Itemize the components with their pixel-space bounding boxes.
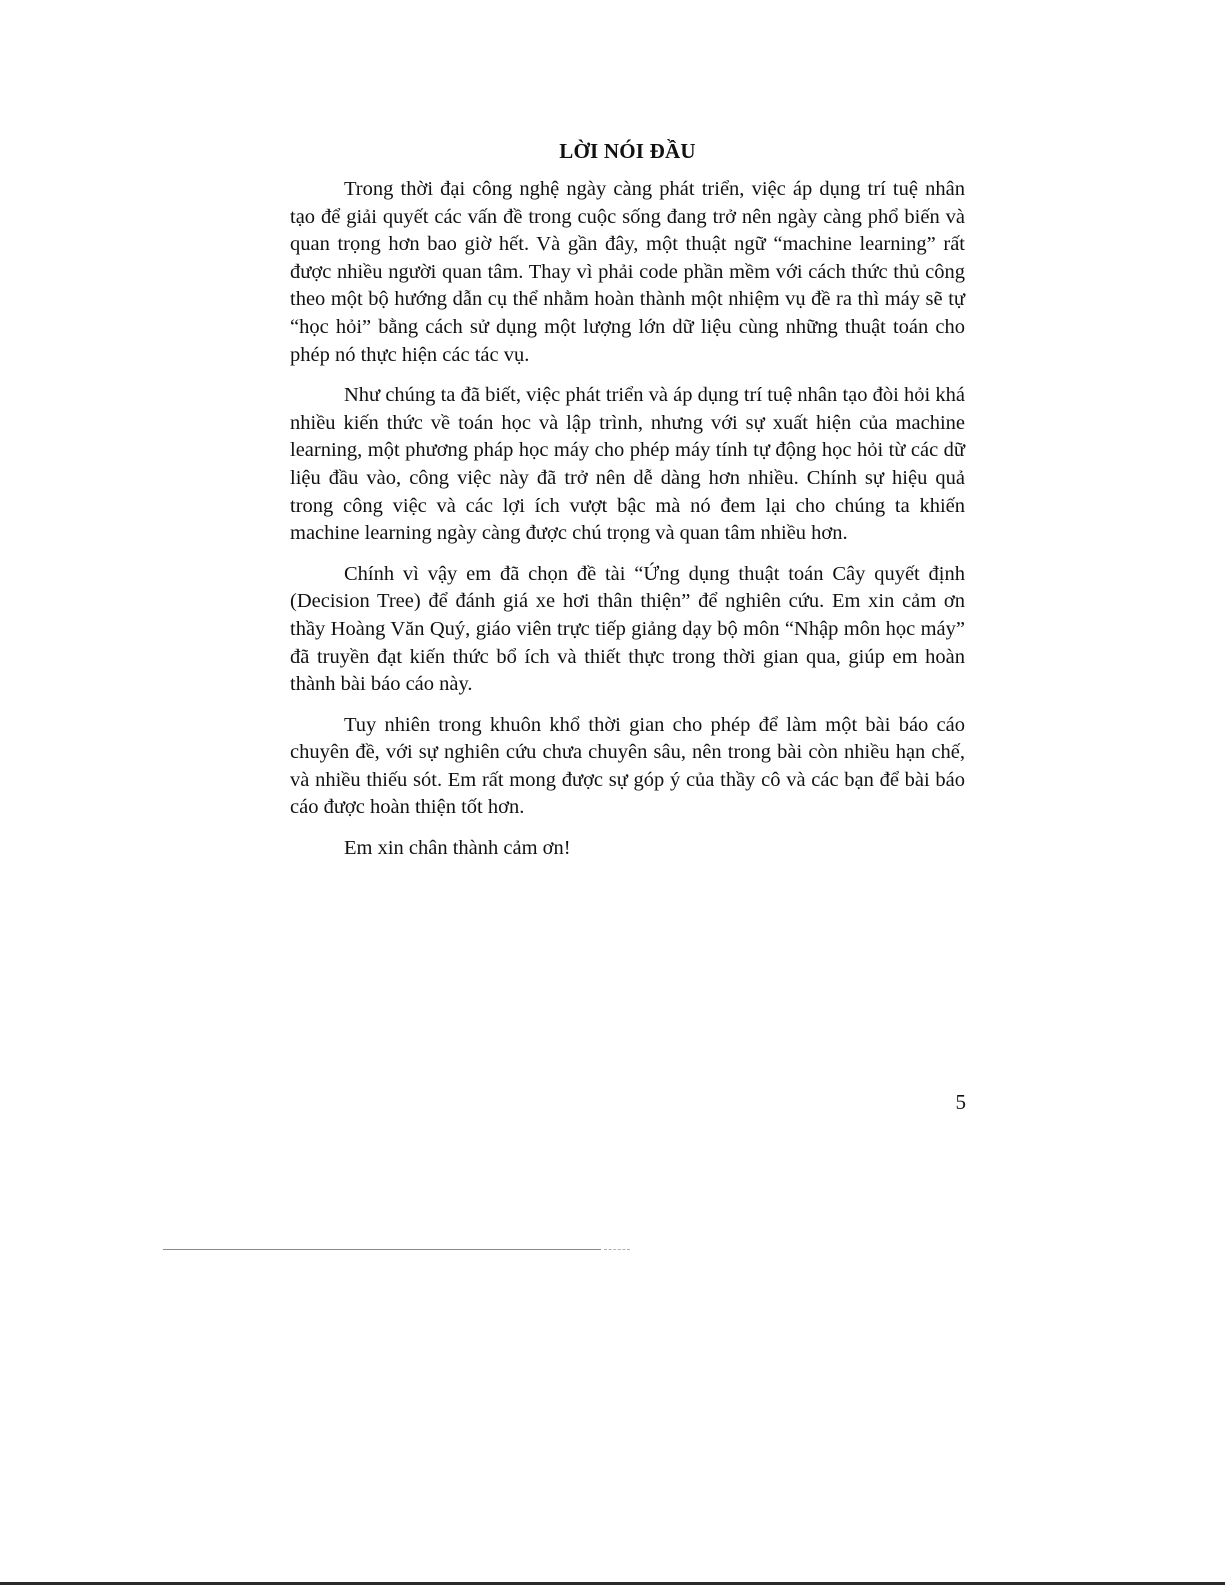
paragraph-3: Chính vì vậy em đã chọn đề tài “Ứng dụng thuật toán Cây quyết định (Decision Tree) để đánh giá xe hơi thân thiện” để nghiên cứu. Em xin cảm ơn thầy Hoàng Văn Quý, giáo viên trực tiếp giảng dạy bộ môn “Nhập môn học máy” đã truyền đạt kiến thức bổ ích và thiết thực trong thời gian qua, giúp em hoàn thành bài báo cáo này. <box>290 562 965 696</box>
paragraph-2: Như chúng ta đã biết, việc phát triển và áp dụng trí tuệ nhân tạo đòi hỏi khá nhiều kiến thức về toán học và lập trình, nhưng với sự xuất hiện của machine learning, một phương pháp học máy cho phép máy tính tự động học hỏi từ các dữ liệu đầu vào, công việc này đã trở nên dễ dàng hơn nhiều. Chính sự hiệu quả trong công việc và các lợi ích vượt bậc mà nó đem lại cho chúng ta khiến machine learning ngày càng được chú trọng và quan tâm nhiều hơn. <box>290 384 965 545</box>
preface-body <box>290 176 965 876</box>
footnote-separator <box>163 1249 601 1250</box>
page-title: LỜI NÓI ĐẦU <box>559 139 696 163</box>
paragraph-4: Tuy nhiên trong khuôn khổ thời gian cho phép để làm một bài báo cáo chuyên đề, với sự nghiên cứu chưa chuyên sâu, nên trong bài còn nhiều hạn chế, và nhiều thiếu sót. Em rất mong được sự góp ý của thầy cô và các bạn để bài báo cáo được hoàn thiện tốt hơn. <box>290 713 965 819</box>
closing-line: Em xin chân thành cảm ơn! <box>344 837 571 860</box>
paragraph-1: Trong thời đại công nghệ ngày càng phát triển, việc áp dụng trí tuệ nhân tạo để giải quyết các vấn đề trong cuộc sống đang trở nên ngày càng phổ biến và quan trọng hơn bao giờ hết. Và gần đây, một thuật ngữ “machine learning” rất được nhiều người quan tâm. Thay vì phải code phần mềm với cách thức thủ công theo một bộ hướng dẫn cụ thể nhằm hoàn thành một nhiệm vụ đề ra thì máy sẽ tự “học hỏi” bằng cách sử dụng một lượng lớn dữ liệu cùng những thuật toán cho phép nó thực hiện các tác vụ. <box>290 178 965 366</box>
footnote-separator-tail <box>604 1249 630 1250</box>
page-number: 5 <box>955 1090 966 1114</box>
